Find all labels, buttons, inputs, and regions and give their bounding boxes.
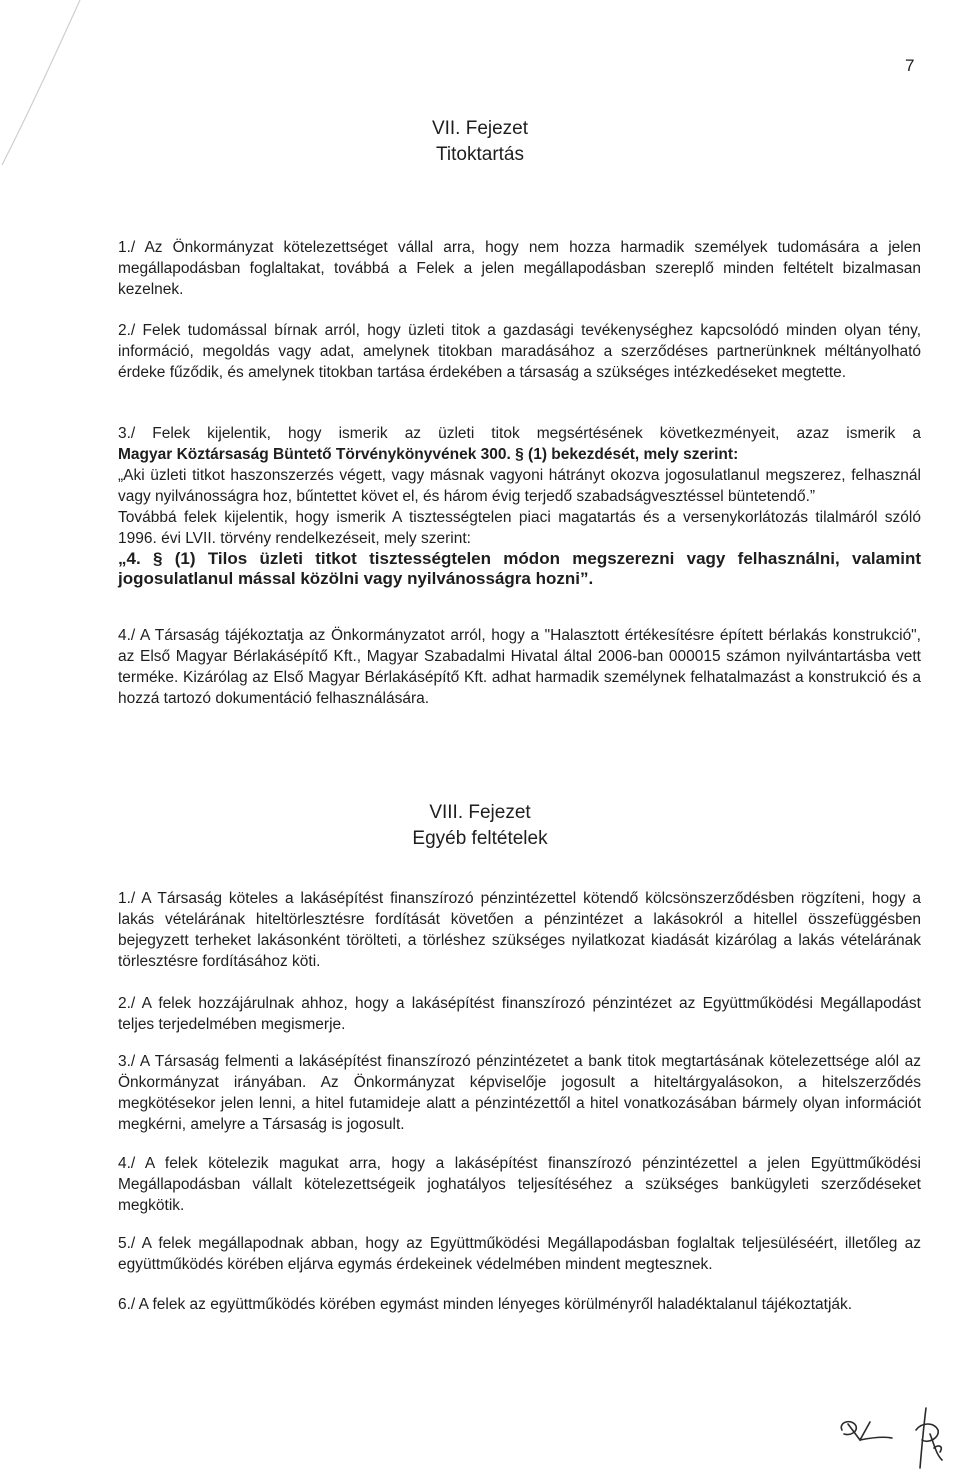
initials-mark-2: [916, 1408, 942, 1468]
ch7-paragraph-2: 2./ Felek tudomással bírnak arról, hogy üzleti titok a gazdasági tevékenységhez kapcsolódó minden olyan tény, információ, megoldás vagy adat, amelynek titokban maradásához a szerződéses partnerünknek méltányolható érdeke fűződik, és amelynek titokban tartása érdekében a társaság a szükséges intézkedéseket megtette.: [118, 322, 921, 381]
chapter-8-number: VIII. Fejezet: [429, 802, 531, 823]
ch7-p3-quote: „Aki üzleti titkot haszonszerzés végett, vagy másnak vagyoni hátrányt okozva jogosulatlanul megszerez, felhasznál vagy nyilvánosságra hoz, bűntettet követ el, és három évig terjedő szabadságvesztéssel büntetendő.”: [118, 467, 921, 505]
page-number: 7: [905, 56, 915, 75]
ch8-paragraph-2: 2./ A felek hozzájárulnak ahhoz, hogy a lakásépítést finanszírozó pénzintézet az Együttműködési Megállapodást teljes terjedelmében megismerje.: [118, 995, 921, 1033]
ch8-paragraph-1: 1./ A Társaság köteles a lakásépítést finanszírozó pénzintézettel kötendő kölcsönszerződésben rögzíteni, hogy a lakás vételárának hiteltörlesztésre fordítását követően a pénzintézet a lakásokról a hitellel összefüggésben bejegyzett terheket lakásonként törölteti, a törléshez szükséges nyilatkozat kiadását kizárólag a lakás vételárának törlesztésre fordításához köti.: [118, 890, 921, 970]
ch7-paragraph-1: 1./ Az Önkormányzat kötelezettséget vállal arra, hogy nem hozza harmadik személyek tudomására a jelen megállapodásban foglaltakat, továbbá a Felek a jelen megállapodásban szereplő minden feltételt bizalmasan kezelnek.: [118, 239, 921, 298]
ch8-paragraph-5: 5./ A felek megállapodnak abban, hogy az Együttműködési Megállapodásban foglaltak teljesüléséért, illetőleg az együttműködés körében eljárva egymás érdekeinek védelmében mindent megtesznek.: [118, 1235, 921, 1273]
chapter-7-number: VII. Fejezet: [431, 118, 529, 139]
ch7-p3-further: Továbbá felek kijelentik, hogy ismerik A tisztességtelen piaci magatartás és a versenykorlátozás tilalmáról szóló 1996. évi LVII. törvény rendelkezéseit, mely szerint:: [118, 509, 921, 547]
ch8-paragraph-6: 6./ A felek az együttműködés körében egymást minden lényeges körülményről haladéktalanul tájékoztatják.: [118, 1296, 853, 1313]
chapter-7-heading: [0, 116, 960, 168]
ch8-paragraph-3: 3./ A Társaság felmenti a lakásépítést finanszírozó pénzintézetet a bank titok megtartásának kötelezettsége alól az Önkormányzat irányában. Az Önkormányzat képviselője jogosult a hiteltárgyalásokon, a hitelszerződés megkötésekor jelen lenni, a hitel futamideje alatt a pénzintézettől a hitel vonatkozásában bármely olyan információt megkérni, amelyre a Társaság is jogosult.: [118, 1053, 921, 1133]
signature-initials: [830, 1400, 950, 1475]
chapter-8-title: Egyéb feltételek: [412, 828, 548, 849]
chapter-8-heading: [0, 800, 960, 852]
initials-mark-1: [841, 1422, 892, 1440]
chapter-7-title: Titoktartás: [436, 144, 524, 165]
ch7-p3-legal-reference: Magyar Köztársaság Büntető Törvénykönyvének 300. § (1) bekezdését, mely szerint:: [118, 446, 739, 463]
ch8-paragraph-4: 4./ A felek kötelezik magukat arra, hogy a lakásépítést finanszírozó pénzintézettel a jelen Együttműködési Megállapodásban vállalt kötelezettségeik joghatályos teljesítéséhez a szükséges bankügyleti szerződéseket megkötik.: [118, 1155, 921, 1214]
ch7-paragraph-3: [118, 423, 921, 589]
ch7-paragraph-4: 4./ A Társaság tájékoztatja az Önkormányzatot arról, hogy a "Halasztott értékesítésre épített bérlakás konstrukció", az Első Magyar Bérlakásépítő Kft., Magyar Szabadalmi Hivatal által 2006-ban 000015 számon nyilvántartásba vett terméke. Kizárólag az Első Magyar Bérlakásépítő Kft. adhat harmadik személynek felhatalmazást a konstrukció és a hozzá tartozó dokumentáció felhasználására.: [118, 627, 921, 707]
ch7-p3-intro: 3./ Felek kijelentik, hogy ismerik az üzleti titok megsértésének következményeit, azaz ismerik a: [118, 425, 921, 442]
ch7-p3-law-quote: „4. § (1) Tilos üzleti titkot tisztességtelen módon megszerezni vagy felhasználni, valamint jogosulatlanul mással közölni vagy nyilvánosságra hozni”.: [118, 549, 921, 588]
